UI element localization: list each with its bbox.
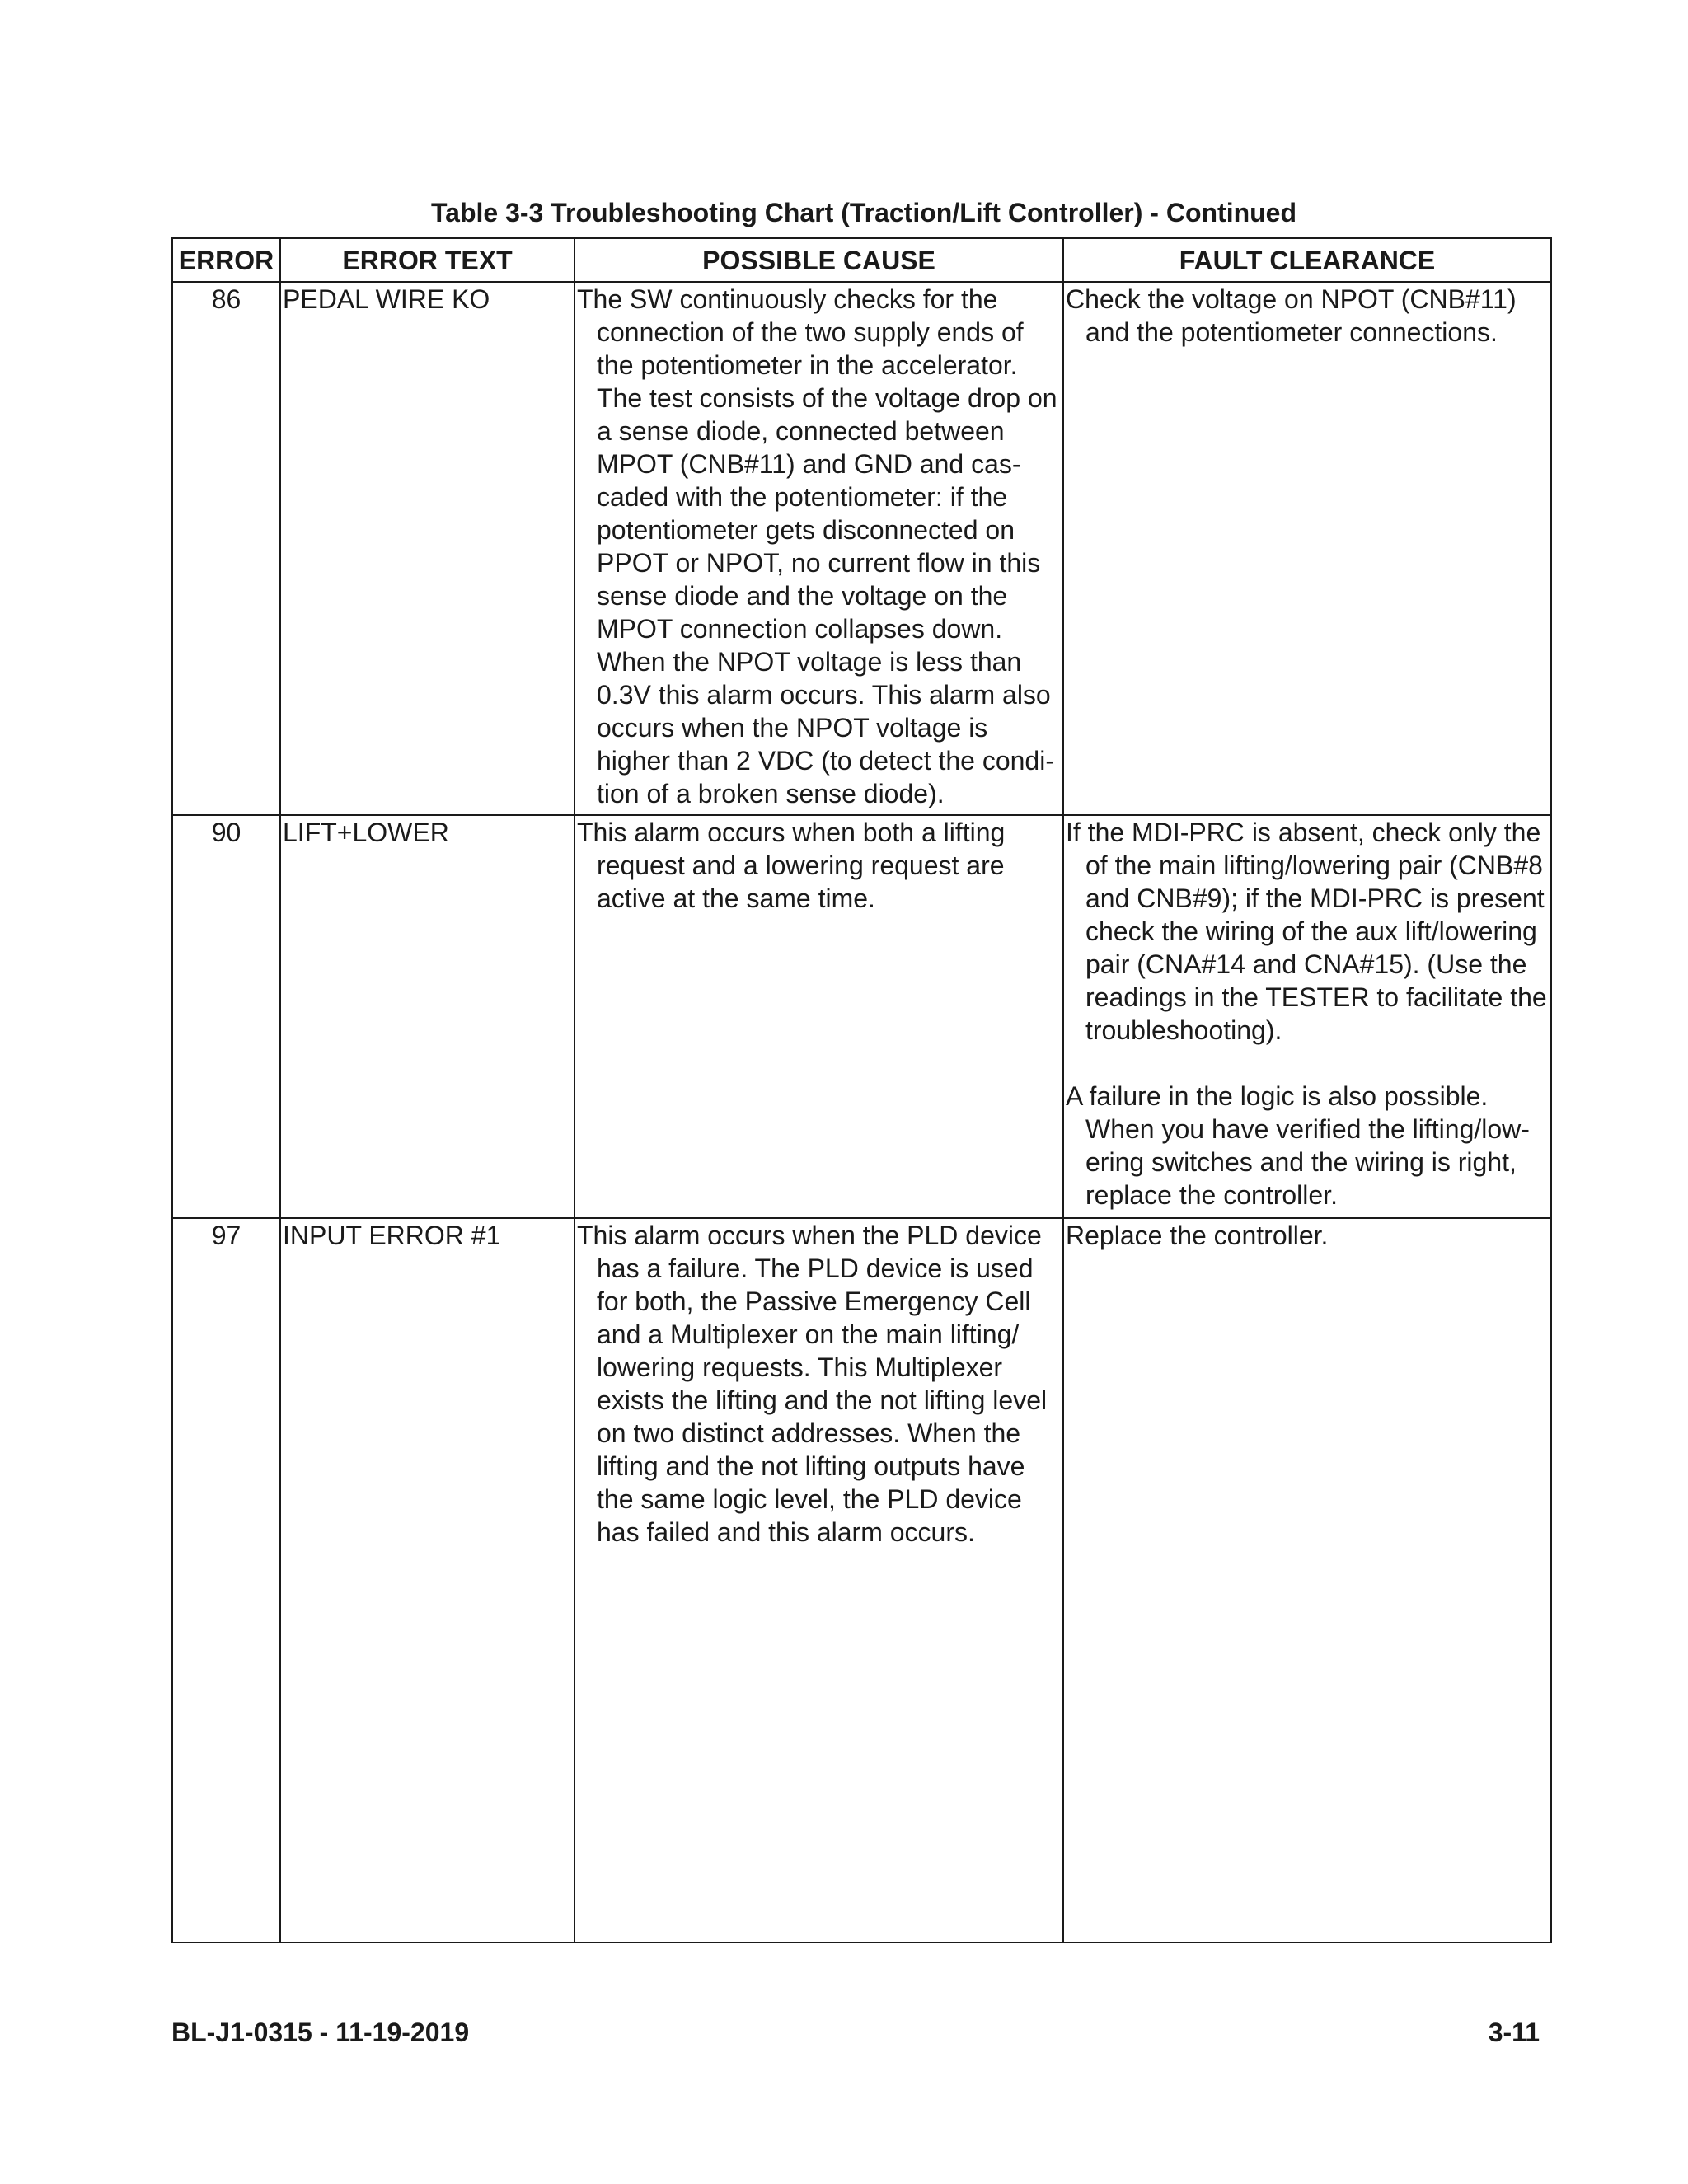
possible-cause-text: The SW continuously checks for the connection of the two supply ends of the potentiometer in the accelerator. The test consists of the voltage drop on a sense diode, connected between MPOT (CNB#11) and GND and cas-caded with the potentiometer: if the potentiometer gets disconnected on PPOT or NPOT, no current flow in this sense diode and the voltage on the MPOT connection collapses down. When the NPOT voltage is less than 0.3V this alarm occurs. This alarm also occurs when the NPOT voltage is higher than 2 VDC (to detect the condi-tion of a broken sense diode). [577, 284, 1057, 808]
fault-clearance-text: Check the voltage on NPOT (CNB#11) and the potentiometer connections. [1066, 284, 1517, 347]
possible-cause-text: This alarm occurs when the PLD device has a failure. The PLD device is used for both, the Passive Emergency Cell and a Multiplexer on the main lifting/ lowering requests. This Multiplexer exists the lifting and the not lifting level on two distinct addresses. When the lifting and the not lifting outputs have the same logic level, the PLD device has failed and this alarm occurs. [577, 1221, 1048, 1547]
page-number: 3-11 [1488, 2018, 1540, 2047]
possible-cause-text: This alarm occurs when both a lifting request and a lowering request are active at the same time. [577, 818, 1006, 913]
error-text: LIFT+LOWER [280, 815, 574, 1218]
table-row [172, 1218, 1551, 1943]
fault-clearance [1063, 1218, 1551, 1943]
error-text: INPUT ERROR #1 [280, 1218, 574, 1943]
fault-clearance [1063, 282, 1551, 815]
fault-clearance-text: A failure in the logic is also possible. When you have verified the lifting/low-ering switches and the wiring is right, replace the controller. [1066, 1081, 1530, 1210]
fault-clearance [1063, 815, 1551, 1218]
possible-cause [574, 282, 1063, 815]
possible-cause [574, 1218, 1063, 1943]
possible-cause [574, 815, 1063, 1218]
error-code: 90 [172, 815, 280, 1218]
troubleshooting-table [171, 237, 1552, 1943]
fault-clearance-text: Replace the controller. [1066, 1221, 1329, 1250]
error-text: PEDAL WIRE KO [280, 282, 574, 815]
error-code: 86 [172, 282, 280, 815]
table-row [172, 815, 1551, 1218]
table-header-row [172, 238, 1551, 282]
error-code: 97 [172, 1218, 280, 1943]
header-possible-cause: POSSIBLE CAUSE [574, 238, 1063, 282]
header-error-text: ERROR TEXT [280, 238, 574, 282]
header-error: ERROR [172, 238, 280, 282]
header-fault-clearance: FAULT CLEARANCE [1063, 238, 1551, 282]
table-title: Table 3-3 Troubleshooting Chart (Traction/Lift Controller) - Continued [430, 198, 1297, 227]
document-id: BL-J1-0315 - 11-19-2019 [171, 2018, 470, 2047]
fault-clearance-text: If the MDI-PRC is absent, check only the of the main lifting/lowering pair (CNB#8 and CNB#9); if the MDI-PRC is present check the wiring of the aux lift/lowering pair (CNA#14 and CNA#15). (Use the readings in the TESTER to facilitate the troubleshooting). [1066, 818, 1547, 1045]
table-row [172, 282, 1551, 815]
